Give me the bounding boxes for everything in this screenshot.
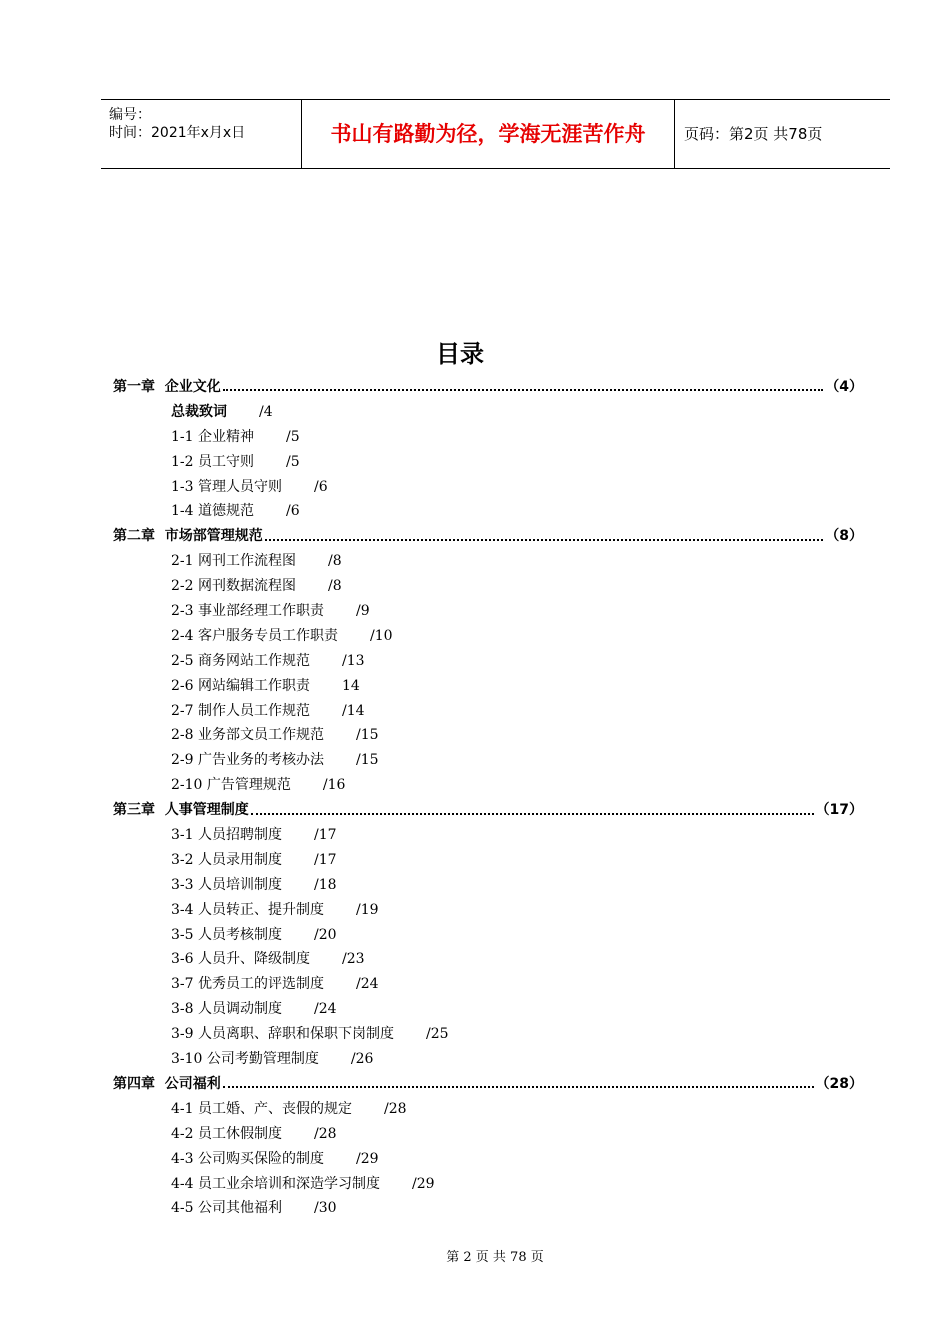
chapter-page: （8） (825, 528, 863, 545)
toc-item-page: /25 (426, 1026, 449, 1043)
toc-item-page: /14 (342, 702, 365, 719)
toc-item-page: /24 (356, 976, 379, 993)
code-label: 编号： (109, 107, 151, 123)
toc-item-page: /24 (314, 1001, 337, 1018)
toc-item-title: 3-8 人员调动制度 (171, 1001, 282, 1018)
page-footer: 第 2 页 共 78 页 (446, 1250, 544, 1265)
toc-item-page: /28 (384, 1100, 407, 1117)
toc-item-title: 3-1 人员招聘制度 (171, 827, 282, 844)
toc-item-row[interactable] (113, 823, 863, 848)
toc-item-row[interactable] (113, 549, 863, 574)
chapter-page: （28） (815, 1075, 863, 1092)
toc-item-title: 2-5 商务网站工作规范 (171, 652, 310, 669)
toc-item-title: 3-7 优秀员工的评选制度 (171, 976, 324, 993)
document-header (101, 99, 890, 169)
toc-item-page: /13 (342, 652, 365, 669)
toc-item-page: 14 (342, 677, 360, 694)
toc-item-row[interactable] (113, 923, 863, 948)
toc-item-row[interactable] (113, 848, 863, 873)
toc-item-page: /10 (370, 627, 393, 644)
toc-item-title: 3-5 人员考核制度 (171, 926, 282, 943)
toc-item-row[interactable] (113, 1047, 863, 1072)
toc-item-title: 2-1 网刊工作流程图 (171, 553, 296, 570)
toc-item-title: 3-4 人员转正、提升制度 (171, 901, 324, 918)
toc-item-row[interactable] (113, 1196, 863, 1221)
toc-item-page: /15 (356, 727, 379, 744)
toc-item-row[interactable] (113, 674, 863, 699)
toc-item-title: 1-3 管理人员守则 (171, 478, 282, 495)
toc-item-row[interactable] (113, 624, 863, 649)
toc-item-page: /9 (356, 603, 370, 620)
toc-item-row[interactable] (113, 898, 863, 923)
toc-item-title: 3-3 人员培训制度 (171, 876, 282, 893)
toc-item-title: 4-2 员工休假制度 (171, 1125, 282, 1142)
header-motto: 书山有路勤为径，学海无涯苦作舟 (302, 100, 675, 168)
header-page-info: 页码：第2页 共78页 (684, 125, 823, 143)
dot-leader (223, 1086, 814, 1088)
toc-item-title: 1-2 员工守则 (171, 453, 254, 470)
toc-item-row[interactable] (113, 997, 863, 1022)
toc-item-page: /18 (314, 876, 337, 893)
toc-item-row[interactable] (113, 649, 863, 674)
toc-chapter-row[interactable] (113, 798, 863, 823)
toc-item-page: /15 (356, 752, 379, 769)
toc-item-row[interactable] (113, 773, 863, 798)
toc-item-title: 2-3 事业部经理工作职责 (171, 603, 324, 620)
toc-item-row[interactable] (113, 450, 863, 475)
toc-item-title: 4-5 公司其他福利 (171, 1200, 282, 1217)
toc-item-page: /17 (314, 827, 337, 844)
toc-item-row[interactable] (113, 947, 863, 972)
toc-item-title: 3-10 公司考勤管理制度 (171, 1051, 319, 1068)
toc-item-title: 1-1 企业精神 (171, 428, 254, 445)
table-of-contents (113, 375, 863, 1221)
toc-item-page: /29 (412, 1175, 435, 1192)
toc-item-page: /8 (328, 578, 342, 595)
chapter-title: 第二章 市场部管理规范 (113, 528, 263, 545)
header-meta-cell (101, 100, 302, 168)
toc-item-row[interactable] (113, 699, 863, 724)
toc-item-row[interactable] (113, 1147, 863, 1172)
toc-item-page: /6 (286, 503, 300, 520)
toc-item-title: 3-6 人员升、降级制度 (171, 951, 310, 968)
chapter-page: （17） (815, 802, 863, 819)
toc-item-page: /23 (342, 951, 365, 968)
toc-item-row[interactable] (113, 1097, 863, 1122)
toc-item-row[interactable] (113, 723, 863, 748)
toc-chapter-row[interactable] (113, 524, 863, 549)
toc-item-page: /29 (356, 1150, 379, 1167)
toc-item-row[interactable] (113, 1122, 863, 1147)
toc-chapter-row[interactable] (113, 375, 863, 400)
dot-leader (251, 813, 814, 815)
toc-item-row[interactable] (113, 400, 863, 425)
dot-leader (265, 539, 824, 541)
toc-item-row[interactable] (113, 1022, 863, 1047)
toc-item-row[interactable] (113, 475, 863, 500)
toc-item-page: /4 (259, 403, 273, 420)
toc-item-row[interactable] (113, 748, 863, 773)
chapter-title: 第四章 公司福利 (113, 1075, 221, 1092)
chapter-page: （4） (825, 379, 863, 395)
toc-item-title: 2-7 制作人员工作规范 (171, 702, 310, 719)
toc-chapter-row[interactable] (113, 1072, 863, 1097)
toc-item-title: 2-10 广告管理规范 (171, 777, 291, 794)
toc-item-title: 3-9 人员离职、辞职和保职下岗制度 (171, 1026, 394, 1043)
toc-item-title: 2-9 广告业务的考核办法 (171, 752, 324, 769)
toc-item-page: /19 (356, 901, 379, 918)
toc-item-page: /8 (328, 553, 342, 570)
toc-item-page: /26 (350, 1051, 374, 1068)
toc-item-title: 2-4 客户服务专员工作职责 (171, 627, 338, 644)
time-label: 时间：2021年x月x日 (109, 125, 246, 141)
toc-item-row[interactable] (113, 499, 863, 524)
toc-item-row[interactable] (113, 599, 863, 624)
toc-item-page: /16 (322, 777, 346, 794)
toc-item-title: 总裁致词 (171, 403, 227, 420)
toc-item-page: /5 (286, 453, 300, 470)
toc-item-title: 4-1 员工婚、产、丧假的规定 (171, 1100, 352, 1117)
toc-item-page: /20 (314, 926, 337, 943)
toc-item-title: 2-6 网站编辑工作职责 (171, 677, 310, 694)
toc-item-page: /28 (314, 1125, 337, 1142)
toc-item-title: 1-4 道德规范 (171, 503, 254, 520)
toc-item-row[interactable] (113, 1172, 863, 1197)
toc-item-row[interactable] (113, 873, 863, 898)
toc-item-title: 2-2 网刊数据流程图 (171, 578, 296, 595)
toc-item-title: 3-2 人员录用制度 (171, 851, 282, 868)
toc-item-page: /30 (314, 1200, 337, 1217)
toc-item-title: 4-3 公司购买保险的制度 (171, 1150, 324, 1167)
chapter-title: 第一章 企业文化 (113, 379, 221, 395)
toc-item-page: /6 (314, 478, 328, 495)
toc-item-row[interactable] (113, 425, 863, 450)
chapter-title: 第三章 人事管理制度 (113, 802, 249, 819)
toc-item-row[interactable] (113, 574, 863, 599)
toc-item-page: /5 (286, 428, 300, 445)
dot-leader (223, 389, 824, 391)
toc-item-title: 2-8 业务部文员工作规范 (171, 727, 324, 744)
toc-item-page: /17 (314, 851, 337, 868)
toc-item-row[interactable] (113, 972, 863, 997)
toc-title: 目录 (436, 340, 484, 368)
toc-item-title: 4-4 员工业余培训和深造学习制度 (171, 1175, 380, 1192)
